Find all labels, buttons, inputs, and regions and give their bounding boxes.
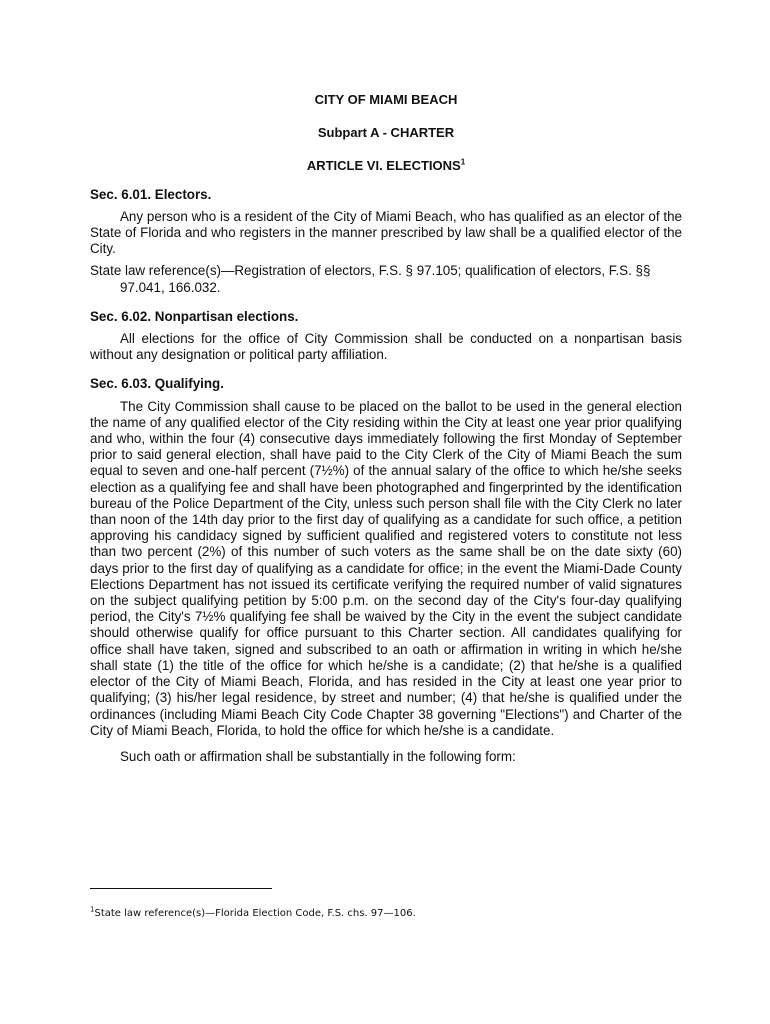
article-heading-text: ARTICLE VI. ELECTIONS: [306, 158, 461, 174]
footnote-text: State law reference(s)—Florida Election Code, F.S. chs. 97—106.: [94, 908, 416, 919]
footnote: [90, 906, 416, 922]
footnote-number: 1: [90, 905, 95, 914]
footnote-marker: 1: [460, 158, 466, 168]
section-paragraph-6-02: All elections for the office of City Commission shall be conducted on a nonpartisan basis without any designation or political party affiliation.: [90, 331, 682, 363]
section-heading-6-02: Sec. 6.02. Nonpartisan elections.: [90, 308, 299, 324]
section-paragraph-6-03: The City Commission shall cause to be placed on the ballot to be used in the general election the name of any qualified elector of the City residing within the City at least one year prior qualifying and who, within the four (4) consecutive days immediately following the first Monday of September prior to said general election, shall have paid to the City Clerk of the City of Miami Beach the sum equal to seven and one-half percent (7½%) of the annual salary of the office to which he/she seeks election as a qualifying fee and shall have been photographed and fingerprinted by the identification bureau of the Police Department of the City, unless such person shall file with the City Clerk no later than noon of the 14th day prior to the first day of qualifying as a candidate for such office, a petition approving his candidacy signed by sufficient qualified and registered voters to constitute not less than two percent (2%) of this number of such voters as the same shall be on the date sixty (60) days prior to the first day of qualifying as a candidate for office; in the event the Miami-Dade County Elections Department has not issued its certificate verifying the required number of valid signatures on the subject qualifying petition by 5:00 p.m. on the second day of the City's four-day qualifying period, the City's 7½% qualifying fee shall be waived by the City in the event the subject candidate should otherwise qualify for office pursuant to this Charter section. All candidates qualifying for office shall have taken, signed and subscribed to an oath or affirmation in writing in which he/she shall state (1) the title of the office for which he/she is a candidate; (2) that he/she is a qualified elector of the City of Miami Beach, Florida, and has resided in the City at least one year prior to qualifying; (3) his/her legal residence, by street and number; (4) that he/she is qualified under the ordinances (including Miami Beach City Code Chapter 38 governing "Elections") and Charter of the City of Miami Beach, Florida, to hold the office for which he/she is a candidate.: [90, 398, 682, 738]
article-heading: [90, 158, 682, 174]
state-law-reference: State law reference(s)—Registration of electors, F.S. § 97.105; qualification of electors, F.S. §§ 97.041, 166.032.: [90, 263, 651, 295]
section-paragraph-6-01: Any person who is a resident of the City of Miami Beach, who has qualified as an elector of the State of Florida and who registers in the manner prescribed by law shall be a qualified elector of the City.: [90, 208, 682, 257]
document-title: CITY OF MIAMI BEACH: [314, 92, 458, 107]
footnote-divider: [90, 888, 272, 889]
document-page: [90, 92, 682, 765]
section-paragraph-oath: Such oath or affirmation shall be substantially in the following form:: [120, 748, 516, 764]
section-heading-6-03: Sec. 6.03. Qualifying.: [90, 376, 224, 392]
subpart-heading: Subpart A - CHARTER: [317, 125, 455, 141]
section-heading-6-01: Sec. 6.01. Electors.: [90, 186, 212, 202]
